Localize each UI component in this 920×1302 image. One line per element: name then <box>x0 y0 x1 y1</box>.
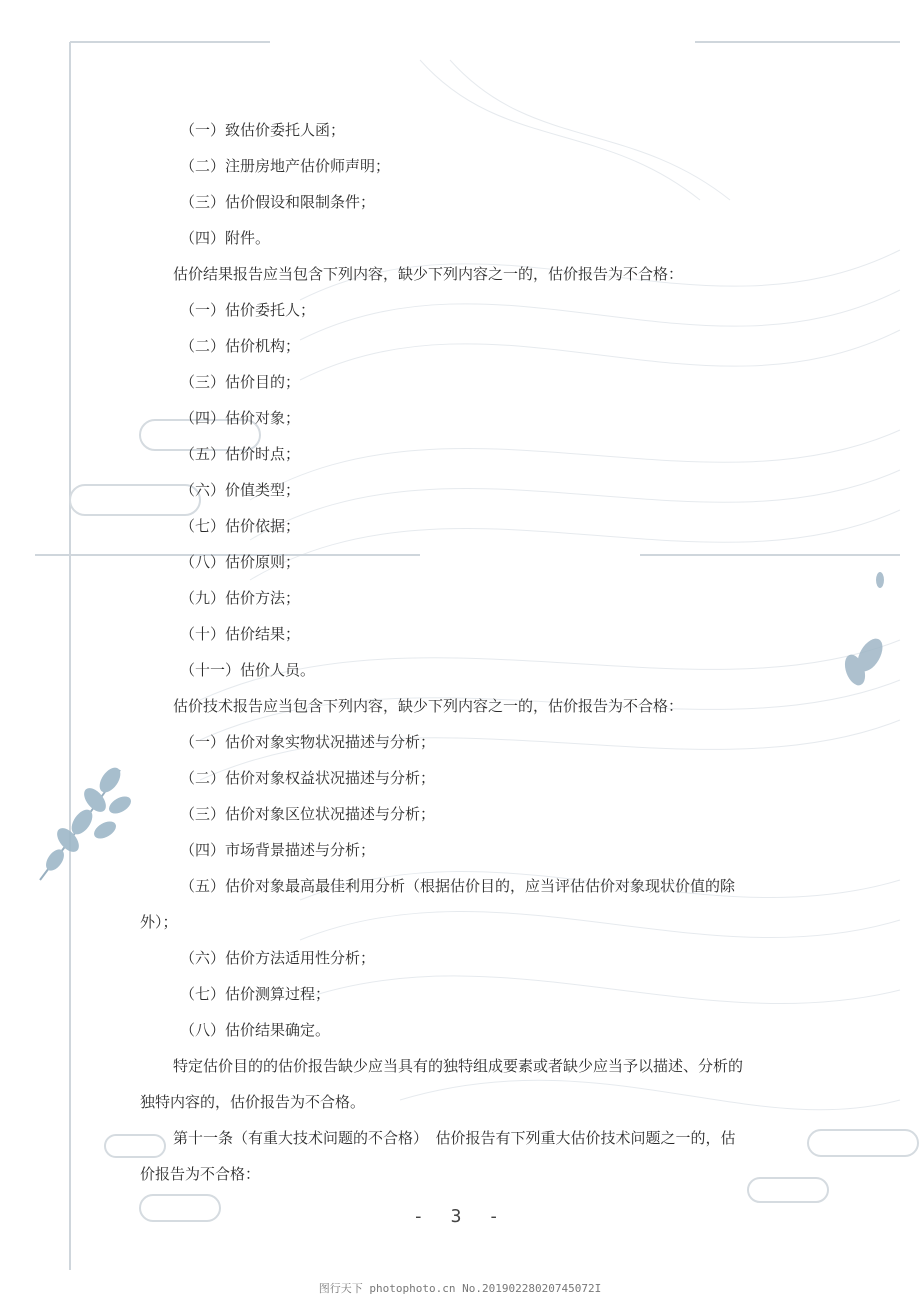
text-line: （七）估价依据； <box>180 517 301 535</box>
text-line: 估价技术报告应当包含下列内容，缺少下列内容之一的，估价报告为不合格： <box>173 697 684 715</box>
text-line: 价报告为不合格： <box>140 1165 261 1183</box>
text-line: （一）估价委托人； <box>180 301 316 319</box>
text-line: （二）估价机构； <box>180 337 301 355</box>
text-line: （五）估价对象最高最佳利用分析（根据估价目的，应当评估估价对象现状价值的除 <box>180 877 736 895</box>
text-line: （六）估价方法适用性分析； <box>180 949 376 967</box>
text-line: （四）市场背景描述与分析； <box>180 841 376 859</box>
text-line: （二）注册房地产估价师声明； <box>180 157 391 175</box>
text-line: （一）致估价委托人函； <box>180 121 346 139</box>
text-line: （八）估价原则； <box>180 553 301 571</box>
text-line: （三）估价对象区位状况描述与分析； <box>180 805 436 823</box>
leaf-illustration-left <box>40 764 134 880</box>
text-line: （八）估价结果确定。 <box>180 1021 331 1039</box>
text-line: （六）价值类型； <box>180 481 301 499</box>
text-line: （十一）估价人员。 <box>180 661 316 679</box>
watermark-text: 图行天下 photophoto.cn No.20190228020745072I <box>318 1282 602 1295</box>
text-line: （十）估价结果； <box>180 625 301 643</box>
text-line: （三）估价目的； <box>180 373 301 391</box>
text-line: （四）附件。 <box>180 229 271 247</box>
text-line: （九）估价方法； <box>180 589 301 607</box>
text-line: （四）估价对象； <box>180 409 301 427</box>
text-line: 估价结果报告应当包含下列内容，缺少下列内容之一的，估价报告为不合格： <box>173 265 684 283</box>
text-line: 独特内容的，估价报告为不合格。 <box>140 1093 366 1111</box>
leaf-illustration-right <box>841 572 888 688</box>
document-body <box>140 112 790 1192</box>
page-number: - 3 - <box>412 1206 508 1227</box>
text-line: （二）估价对象权益状况描述与分析； <box>180 769 436 787</box>
text-line: 外）； <box>140 913 178 931</box>
text-line: 第十一条（有重大技术问题的不合格） 估价报告有下列重大估价技术问题之一的，估 <box>173 1129 736 1147</box>
text-line: （七）估价测算过程； <box>180 985 331 1003</box>
text-line: （五）估价时点； <box>180 445 301 463</box>
text-line: （一）估价对象实物状况描述与分析； <box>180 733 436 751</box>
text-line: 特定估价目的的估价报告缺少应当具有的独特组成要素或者缺少应当予以描述、分析的 <box>173 1057 744 1075</box>
text-line: （三）估价假设和限制条件； <box>180 193 376 211</box>
